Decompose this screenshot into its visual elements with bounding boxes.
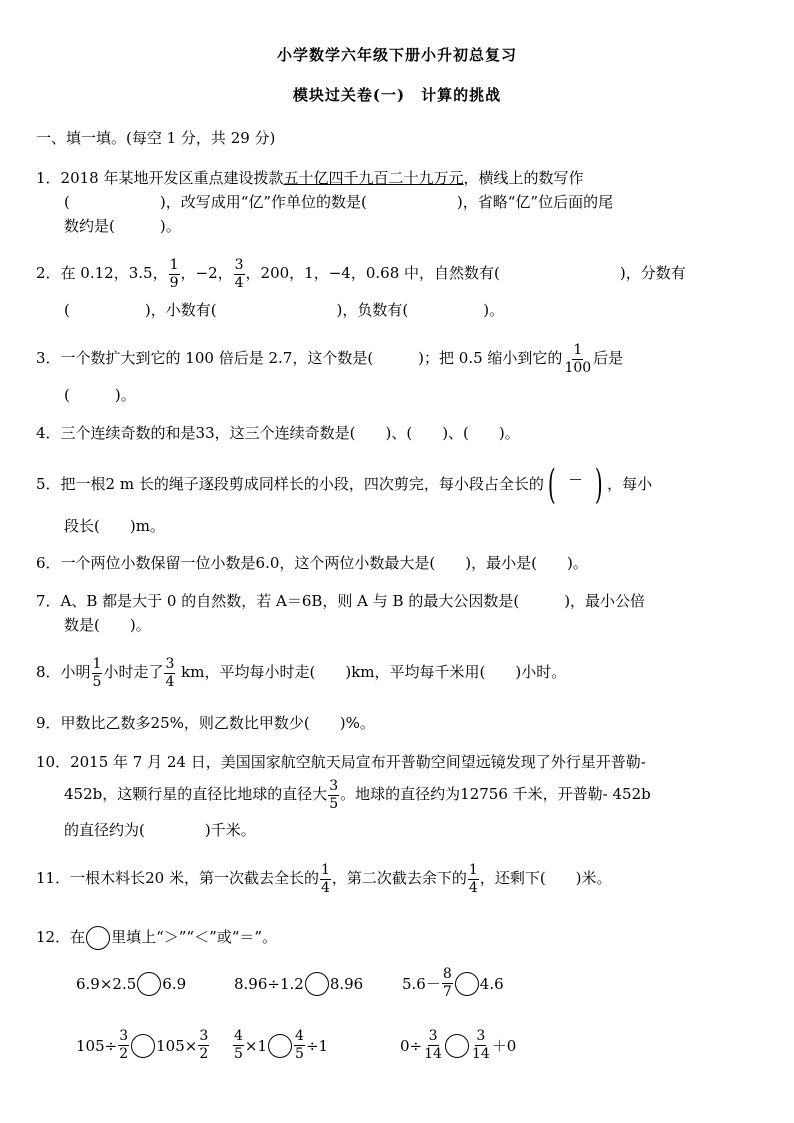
denominator: 7 xyxy=(442,984,452,1000)
fraction xyxy=(198,1028,209,1063)
question-2-line-1 xyxy=(36,255,760,292)
q12-expression-3 xyxy=(402,966,504,1001)
right-operand: ＋0 xyxy=(491,1037,517,1055)
q2-fraction-1 xyxy=(169,257,180,292)
question-4: 4．三个连续奇数的和是33，这三个连续奇数是( )、( )、( )。 xyxy=(36,424,520,442)
numerator: 3 xyxy=(165,655,175,672)
q12-expression-1 xyxy=(76,972,186,996)
numerator: 3 xyxy=(119,1028,129,1044)
question-12-instruction xyxy=(36,925,760,950)
numerator: 3 xyxy=(428,1028,438,1044)
denominator: 4 xyxy=(165,673,175,690)
fraction xyxy=(118,1028,129,1063)
q2-fraction-2 xyxy=(234,257,245,292)
q1-text-b: ，横线上的数写作 xyxy=(463,169,584,187)
q12-text-a: 12．在 xyxy=(36,928,86,946)
answer-circle[interactable] xyxy=(445,1034,469,1058)
fraction xyxy=(294,1028,305,1063)
answer-circle[interactable] xyxy=(131,1034,155,1058)
numerator: 3 xyxy=(234,256,244,273)
denominator: 2 xyxy=(119,1046,129,1062)
denominator: 100 xyxy=(564,359,592,376)
q11-text-a: 11．一根木料长20 米，第一次截去全长的 xyxy=(36,869,319,887)
left-operand: 105÷ xyxy=(76,1036,118,1055)
compare-circle-icon xyxy=(86,926,110,950)
page-subtitle: 模块过关卷(一) 计算的挑战 xyxy=(292,86,502,104)
question-3-line-2: ( )。 xyxy=(64,386,136,404)
left-operand: 5.6－ xyxy=(402,975,441,993)
q8-fraction-1 xyxy=(92,656,103,691)
denominator: 5 xyxy=(295,1046,304,1062)
q8-fraction-2 xyxy=(164,656,175,691)
right-operand: 8.96 xyxy=(329,975,364,993)
q11-fraction-1 xyxy=(320,862,331,897)
question-6: 6．一个两位小数保留一位小数是6.0，这个两位小数最大是( )，最小是( )。 xyxy=(36,554,588,572)
q12-text-b: 里填上“＞”“＜”或“＝”。 xyxy=(111,928,278,946)
q3-text-b: 后是 xyxy=(593,349,624,367)
numerator: 1 xyxy=(169,256,179,273)
numerator: 4 xyxy=(295,1028,304,1044)
q2-text-c: ，200，1，−4，0.68 中，自然数有( )，分数有 xyxy=(245,264,686,282)
numerator: 1 xyxy=(468,861,478,878)
q11-fraction-2 xyxy=(468,862,479,897)
denominator: 5 xyxy=(92,673,102,690)
numerator: 8 xyxy=(442,966,452,982)
answer-circle[interactable] xyxy=(305,972,329,996)
denominator: 5 xyxy=(329,795,339,812)
q12-expression-6 xyxy=(400,1028,516,1063)
question-9: 9．甲数比乙数多25%，则乙数比甲数少( )%。 xyxy=(36,714,375,732)
numerator: 1 xyxy=(573,341,583,358)
left-operand: 8.96÷1.2 xyxy=(234,975,304,993)
q2-text-b: ，−2， xyxy=(180,264,233,282)
denominator: 9 xyxy=(169,274,179,291)
q10-fraction xyxy=(328,778,339,813)
q11-text-c: ，还剩下( )米。 xyxy=(479,869,612,887)
fraction xyxy=(442,966,453,1001)
question-5-line-1 xyxy=(36,462,760,507)
fraction xyxy=(233,1028,244,1063)
question-3-line-1 xyxy=(36,340,760,377)
question-7-line-2: 数是( )。 xyxy=(64,616,151,634)
numerator: 3 xyxy=(329,777,339,794)
denominator: 14 xyxy=(471,1046,490,1062)
right-paren: ) xyxy=(595,462,604,508)
right-operand: 4.6 xyxy=(479,974,504,993)
q10-text-b: 452b，这颗行星的直径比地球的直径大 xyxy=(64,785,328,803)
question-10-line-3: 的直径约为( )千米。 xyxy=(64,821,256,839)
page-title: 小学数学六年级下册小升初总复习 xyxy=(276,46,517,64)
q5-text-b: ，每小 xyxy=(607,475,653,493)
question-7-line-1: 7．A、B 都是大于 0 的自然数，若 A＝6B，则 A 与 B 的最大公因数是( )，最小公倍 xyxy=(36,592,646,610)
answer-circle[interactable] xyxy=(137,972,161,996)
q1-text-a: 1．2018 年某地开发区重点建设拨款 xyxy=(36,169,284,187)
answer-circle[interactable] xyxy=(268,1034,292,1058)
denominator: 4 xyxy=(468,879,478,896)
answer-circle[interactable] xyxy=(455,972,479,996)
left-paren: ( xyxy=(547,462,556,508)
q8-text-a: 8．小明 xyxy=(36,663,91,681)
q12-expression-4 xyxy=(76,1028,210,1063)
q10-text-c: 。地球的直径约为12756 千米，开普勒- 452b xyxy=(340,785,651,803)
q12-expression-5 xyxy=(232,1028,328,1063)
question-11 xyxy=(36,860,760,897)
denominator: 14 xyxy=(424,1046,442,1062)
q12-expression-2 xyxy=(234,972,363,996)
q11-text-b: ，第二次截去余下的 xyxy=(331,869,467,887)
q3-fraction xyxy=(563,342,592,377)
fraction xyxy=(471,1028,491,1063)
fraction-bar: — xyxy=(569,472,582,486)
denominator: 4 xyxy=(234,274,244,291)
right-operand: ÷1 xyxy=(305,1036,329,1055)
right-operand: 6.9 xyxy=(162,975,187,993)
q8-text-b: 小时走了 xyxy=(103,663,164,681)
right-operand: 105× xyxy=(156,1036,198,1055)
q8-text-c: km，平均每小时走( )km，平均每千米用( )小时。 xyxy=(176,663,567,681)
q2-text-a: 2．在 0.12，3.5， xyxy=(36,264,168,282)
numerator: 3 xyxy=(476,1028,486,1044)
q5-fraction-blank xyxy=(544,463,607,507)
question-8 xyxy=(36,654,760,691)
left-operand: 6.9×2.5 xyxy=(76,975,137,993)
question-5-line-2: 段长( )m。 xyxy=(64,517,165,535)
question-10-line-1: 10．2015 年 7 月 24 日，美国国家航空航天局宣布开普勒空间望远镜发现了外行星开普勒- xyxy=(36,753,646,771)
question-1-line-1 xyxy=(36,168,760,188)
q1-underlined-number: 五十亿四千九百二十九万元 xyxy=(283,169,464,187)
numerator: 1 xyxy=(320,861,330,878)
fraction xyxy=(423,1028,443,1063)
denominator: 2 xyxy=(199,1046,209,1062)
question-10-line-2 xyxy=(64,776,788,813)
denominator: 4 xyxy=(320,879,330,896)
section-heading: 一、填一填。(每空 1 分，共 29 分) xyxy=(36,129,276,147)
numerator: 1 xyxy=(92,655,102,672)
question-2-line-2: ( )，小数有( )，负数有( )。 xyxy=(64,301,505,319)
q3-text-a: 3．一个数扩大到它的 100 倍后是 2.7，这个数是( )；把 0.5 缩小到它的 xyxy=(36,349,563,367)
denominator: 5 xyxy=(234,1046,243,1062)
numerator: 4 xyxy=(234,1028,243,1044)
question-1-line-3: 数约是( )。 xyxy=(64,217,181,235)
left-operand: 0÷ xyxy=(400,1036,423,1055)
numerator: 3 xyxy=(199,1028,209,1044)
question-1-line-2: ( )，改写成用“亿”作单位的数是( )，省略“亿”位后面的尾 xyxy=(64,193,614,211)
left-operand: ×1 xyxy=(244,1036,268,1055)
q5-text-a: 5．把一根2 m 长的绳子逐段剪成同样长的小段，四次剪完，每小段占全长的 xyxy=(36,475,544,493)
